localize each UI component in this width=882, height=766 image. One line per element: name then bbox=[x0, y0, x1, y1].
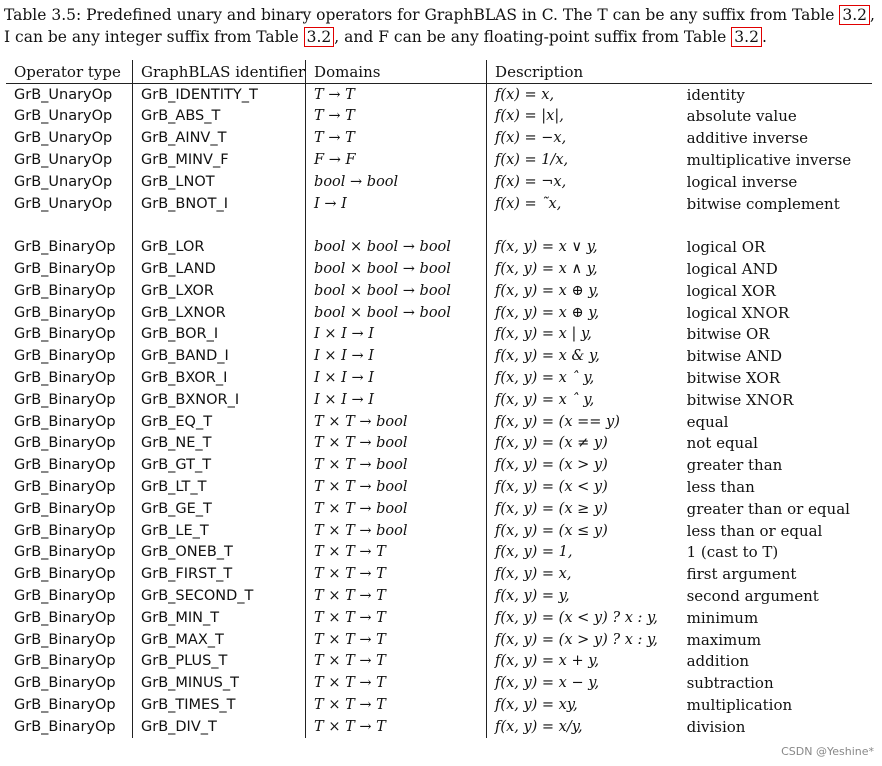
operator-type-cell: GrB_BinaryOp bbox=[6, 542, 133, 564]
operator-type-cell: GrB_BinaryOp bbox=[6, 367, 133, 389]
operator-type-cell: GrB_UnaryOp bbox=[6, 171, 133, 193]
table-row bbox=[6, 83, 872, 105]
identifier-cell: GrB_LOR bbox=[133, 236, 306, 258]
operator-type-cell: GrB_BinaryOp bbox=[6, 629, 133, 651]
identifier-cell: GrB_LXNOR bbox=[133, 302, 306, 324]
domain-cell: bool → bool bbox=[306, 171, 487, 193]
table-caption: Table 3.5: Predefined unary and binary operators for GraphBLAS in C. The T can be any suffix from Table 3.2 , I can be any integer suffix from Table 3.2 , and F can be any floating-point suffix from Table 3.2 . bbox=[4, 6, 875, 46]
identifier-cell: GrB_SECOND_T bbox=[133, 585, 306, 607]
identifier-cell: GrB_NE_T bbox=[133, 433, 306, 455]
description-cell: logical inverse bbox=[686, 172, 798, 191]
description-cell: less than bbox=[686, 478, 755, 497]
operator-type-cell: GrB_BinaryOp bbox=[6, 716, 133, 738]
domain-cell: T × T → T bbox=[306, 585, 487, 607]
function-cell: f(x) = |x|, bbox=[495, 108, 564, 125]
description-cell: identity bbox=[686, 85, 745, 104]
table-row bbox=[6, 716, 872, 738]
operator-type-cell: GrB_UnaryOp bbox=[6, 149, 133, 171]
function-cell: f(x, y) = x/y, bbox=[495, 718, 583, 735]
function-cell: f(x, y) = x | y, bbox=[495, 326, 592, 343]
unary-section bbox=[6, 83, 872, 214]
domain-cell: T × T → T bbox=[306, 607, 487, 629]
domain-cell: T × T → T bbox=[306, 672, 487, 694]
domain-cell: T × T → T bbox=[306, 716, 487, 738]
table-row bbox=[6, 498, 872, 520]
operators-table bbox=[6, 60, 872, 738]
table-row bbox=[6, 367, 872, 389]
identifier-cell: GrB_PLUS_T bbox=[133, 651, 306, 673]
operator-type-cell: GrB_UnaryOp bbox=[6, 127, 133, 149]
function-cell: f(x, y) = x, bbox=[495, 566, 572, 583]
function-cell: f(x, y) = x ∧ y, bbox=[495, 261, 598, 278]
header-identifier: GraphBLAS identifier bbox=[133, 60, 306, 83]
description-cell: subtraction bbox=[686, 674, 774, 693]
domain-cell: I × I → I bbox=[306, 367, 487, 389]
function-cell: f(x) = ¬x, bbox=[495, 173, 567, 190]
identifier-cell: GrB_BAND_I bbox=[133, 345, 306, 367]
caption-text-2: I can be any integer suffix from Table bbox=[4, 28, 304, 46]
description-cell: greater than or equal bbox=[686, 499, 850, 518]
domain-cell: T → T bbox=[306, 83, 487, 105]
function-cell: f(x, y) = x ˆ y, bbox=[495, 370, 595, 387]
domain-cell: T × T → bool bbox=[306, 476, 487, 498]
function-cell: f(x, y) = (x ≥ y) bbox=[495, 500, 608, 517]
function-cell: f(x, y) = (x ≤ y) bbox=[495, 522, 608, 539]
domain-cell: T × T → T bbox=[306, 651, 487, 673]
table-ref-link[interactable]: 3.2 bbox=[839, 5, 870, 25]
description-cell: second argument bbox=[686, 587, 819, 606]
identifier-cell: GrB_MAX_T bbox=[133, 629, 306, 651]
operator-type-cell: GrB_UnaryOp bbox=[6, 193, 133, 215]
table-row bbox=[6, 411, 872, 433]
table-row bbox=[6, 236, 872, 258]
operator-type-cell: GrB_BinaryOp bbox=[6, 345, 133, 367]
binary-section bbox=[6, 236, 872, 737]
description-cell: absolute value bbox=[686, 107, 797, 126]
identifier-cell: GrB_BXOR_I bbox=[133, 367, 306, 389]
caption-text-3: , and F can be any floating-point suffix from Table bbox=[334, 28, 732, 46]
operator-type-cell: GrB_BinaryOp bbox=[6, 585, 133, 607]
domain-cell: I × I → I bbox=[306, 389, 487, 411]
operator-type-cell: GrB_BinaryOp bbox=[6, 651, 133, 673]
identifier-cell: GrB_MINUS_T bbox=[133, 672, 306, 694]
table-row bbox=[6, 433, 872, 455]
description-cell: maximum bbox=[686, 630, 762, 649]
description-cell: bitwise complement bbox=[686, 194, 840, 213]
domain-cell: T → T bbox=[306, 127, 487, 149]
operator-type-cell: GrB_BinaryOp bbox=[6, 498, 133, 520]
description-cell: bitwise OR bbox=[686, 325, 770, 344]
function-cell: f(x, y) = x − y, bbox=[495, 675, 600, 692]
table-row bbox=[6, 149, 872, 171]
operator-type-cell: GrB_BinaryOp bbox=[6, 280, 133, 302]
function-cell: f(x, y) = (x == y) bbox=[495, 413, 620, 430]
domain-cell: T × T → bool bbox=[306, 454, 487, 476]
description-cell: first argument bbox=[686, 565, 797, 584]
table-row bbox=[6, 389, 872, 411]
operator-type-cell: GrB_BinaryOp bbox=[6, 476, 133, 498]
description-cell: additive inverse bbox=[686, 129, 809, 148]
table-row bbox=[6, 302, 872, 324]
function-cell: f(x) = ˜x, bbox=[495, 195, 562, 212]
table-row bbox=[6, 171, 872, 193]
description-cell: equal bbox=[686, 412, 729, 431]
description-cell: less than or equal bbox=[686, 521, 823, 540]
function-cell: f(x, y) = (x < y) bbox=[495, 479, 608, 496]
function-cell: f(x, y) = (x > y) ? x : y, bbox=[495, 631, 658, 648]
identifier-cell: GrB_ONEB_T bbox=[133, 542, 306, 564]
description-cell: greater than bbox=[686, 456, 783, 475]
domain-cell: T × T → bool bbox=[306, 520, 487, 542]
header-description: Description bbox=[495, 62, 584, 81]
table-ref-link[interactable]: 3.2 bbox=[304, 27, 335, 47]
domain-cell: bool × bool → bool bbox=[306, 258, 487, 280]
operator-type-cell: GrB_BinaryOp bbox=[6, 454, 133, 476]
function-cell: f(x, y) = (x < y) ? x : y, bbox=[495, 609, 658, 626]
identifier-cell: GrB_AINV_T bbox=[133, 127, 306, 149]
description-cell: bitwise AND bbox=[686, 347, 782, 366]
domain-cell: T → T bbox=[306, 106, 487, 128]
operator-type-cell: GrB_BinaryOp bbox=[6, 411, 133, 433]
operator-type-cell: GrB_BinaryOp bbox=[6, 236, 133, 258]
identifier-cell: GrB_DIV_T bbox=[133, 716, 306, 738]
identifier-cell: GrB_MIN_T bbox=[133, 607, 306, 629]
identifier-cell: GrB_BOR_I bbox=[133, 324, 306, 346]
description-cell: logical OR bbox=[686, 238, 766, 257]
operator-type-cell: GrB_BinaryOp bbox=[6, 672, 133, 694]
table-row bbox=[6, 672, 872, 694]
domain-cell: I × I → I bbox=[306, 345, 487, 367]
domain-cell: T × T → T bbox=[306, 694, 487, 716]
function-cell: f(x, y) = (x > y) bbox=[495, 457, 608, 474]
description-cell: division bbox=[686, 717, 746, 736]
table-row bbox=[6, 454, 872, 476]
domain-cell: T × T → bool bbox=[306, 411, 487, 433]
table-row bbox=[6, 563, 872, 585]
operator-type-cell: GrB_BinaryOp bbox=[6, 520, 133, 542]
header-domains: Domains bbox=[306, 60, 487, 83]
operator-type-cell: GrB_UnaryOp bbox=[6, 83, 133, 105]
identifier-cell: GrB_MINV_F bbox=[133, 149, 306, 171]
caption-text-1: Predefined unary and binary operators for GraphBLAS in C. The T can be any suffix from Table bbox=[81, 6, 840, 24]
domain-cell: I × I → I bbox=[306, 324, 487, 346]
identifier-cell: GrB_TIMES_T bbox=[133, 694, 306, 716]
table-row bbox=[6, 585, 872, 607]
domain-cell: I → I bbox=[306, 193, 487, 215]
table-row bbox=[6, 127, 872, 149]
function-cell: f(x, y) = x ˆ y, bbox=[495, 391, 595, 408]
function-cell: f(x, y) = xy, bbox=[495, 697, 578, 713]
operator-type-cell: GrB_BinaryOp bbox=[6, 302, 133, 324]
identifier-cell: GrB_LT_T bbox=[133, 476, 306, 498]
header-operator-type: Operator type bbox=[6, 60, 133, 83]
description-cell: not equal bbox=[686, 434, 758, 453]
identifier-cell: GrB_BNOT_I bbox=[133, 193, 306, 215]
table-row bbox=[6, 345, 872, 367]
operator-type-cell: GrB_BinaryOp bbox=[6, 563, 133, 585]
identifier-cell: GrB_LE_T bbox=[133, 520, 306, 542]
operator-type-cell: GrB_BinaryOp bbox=[6, 258, 133, 280]
domain-cell: T × T → T bbox=[306, 563, 487, 585]
table-row bbox=[6, 476, 872, 498]
identifier-cell: GrB_ABS_T bbox=[133, 106, 306, 128]
function-cell: f(x, y) = (x ≠ y) bbox=[495, 435, 608, 452]
table-row bbox=[6, 258, 872, 280]
function-cell: f(x, y) = 1, bbox=[495, 544, 573, 561]
domain-cell: bool × bool → bool bbox=[306, 302, 487, 324]
table-row bbox=[6, 607, 872, 629]
table-header-row bbox=[6, 60, 872, 83]
identifier-cell: GrB_LNOT bbox=[133, 171, 306, 193]
function-cell: f(x) = −x, bbox=[495, 130, 567, 147]
function-cell: f(x, y) = x + y, bbox=[495, 653, 600, 670]
function-cell: f(x, y) = x ⊕ y, bbox=[495, 282, 600, 299]
operator-type-cell: GrB_BinaryOp bbox=[6, 694, 133, 716]
function-cell: f(x) = x, bbox=[495, 86, 555, 103]
function-cell: f(x, y) = y, bbox=[495, 588, 570, 605]
table-row bbox=[6, 629, 872, 651]
description-cell: bitwise XNOR bbox=[686, 390, 794, 409]
description-cell: minimum bbox=[686, 608, 759, 627]
watermark: CSDN @Yeshine* bbox=[781, 745, 874, 758]
table-row bbox=[6, 520, 872, 542]
domain-cell: F → F bbox=[306, 149, 487, 171]
function-cell: f(x, y) = x ⊕ y, bbox=[495, 304, 600, 321]
identifier-cell: GrB_GT_T bbox=[133, 454, 306, 476]
function-cell: f(x, y) = x & y, bbox=[495, 348, 600, 365]
section-spacer bbox=[6, 215, 872, 237]
operator-type-cell: GrB_BinaryOp bbox=[6, 324, 133, 346]
identifier-cell: GrB_BXNOR_I bbox=[133, 389, 306, 411]
caption-label: Table 3.5: bbox=[4, 6, 82, 24]
table-row bbox=[6, 324, 872, 346]
domain-cell: bool × bool → bool bbox=[306, 236, 487, 258]
table-ref-link[interactable]: 3.2 bbox=[731, 27, 762, 47]
description-cell: logical AND bbox=[686, 260, 778, 279]
description-cell: multiplication bbox=[686, 696, 793, 714]
description-cell: logical XNOR bbox=[686, 303, 790, 322]
identifier-cell: GrB_LXOR bbox=[133, 280, 306, 302]
domain-cell: bool × bool → bool bbox=[306, 280, 487, 302]
table-row bbox=[6, 542, 872, 564]
function-cell: f(x) = 1/x, bbox=[495, 152, 569, 169]
domain-cell: T × T → T bbox=[306, 629, 487, 651]
operator-type-cell: GrB_UnaryOp bbox=[6, 106, 133, 128]
identifier-cell: GrB_EQ_T bbox=[133, 411, 306, 433]
identifier-cell: GrB_FIRST_T bbox=[133, 563, 306, 585]
table-row bbox=[6, 651, 872, 673]
description-cell: 1 (cast to T) bbox=[686, 543, 779, 562]
domain-cell: T × T → bool bbox=[306, 498, 487, 520]
operator-type-cell: GrB_BinaryOp bbox=[6, 433, 133, 455]
table-row bbox=[6, 280, 872, 302]
function-cell: f(x, y) = x ∨ y, bbox=[495, 239, 598, 256]
operator-type-cell: GrB_BinaryOp bbox=[6, 607, 133, 629]
table-row bbox=[6, 106, 872, 128]
identifier-cell: GrB_LAND bbox=[133, 258, 306, 280]
description-cell: multiplicative inverse bbox=[686, 151, 852, 170]
domain-cell: T × T → bool bbox=[306, 433, 487, 455]
identifier-cell: GrB_GE_T bbox=[133, 498, 306, 520]
identifier-cell: GrB_IDENTITY_T bbox=[133, 83, 306, 105]
description-cell: logical XOR bbox=[686, 281, 776, 300]
table-row bbox=[6, 694, 872, 716]
description-cell: addition bbox=[686, 652, 750, 671]
table-row bbox=[6, 193, 872, 215]
domain-cell: T × T → T bbox=[306, 542, 487, 564]
operator-type-cell: GrB_BinaryOp bbox=[6, 389, 133, 411]
description-cell: bitwise XOR bbox=[686, 369, 781, 388]
